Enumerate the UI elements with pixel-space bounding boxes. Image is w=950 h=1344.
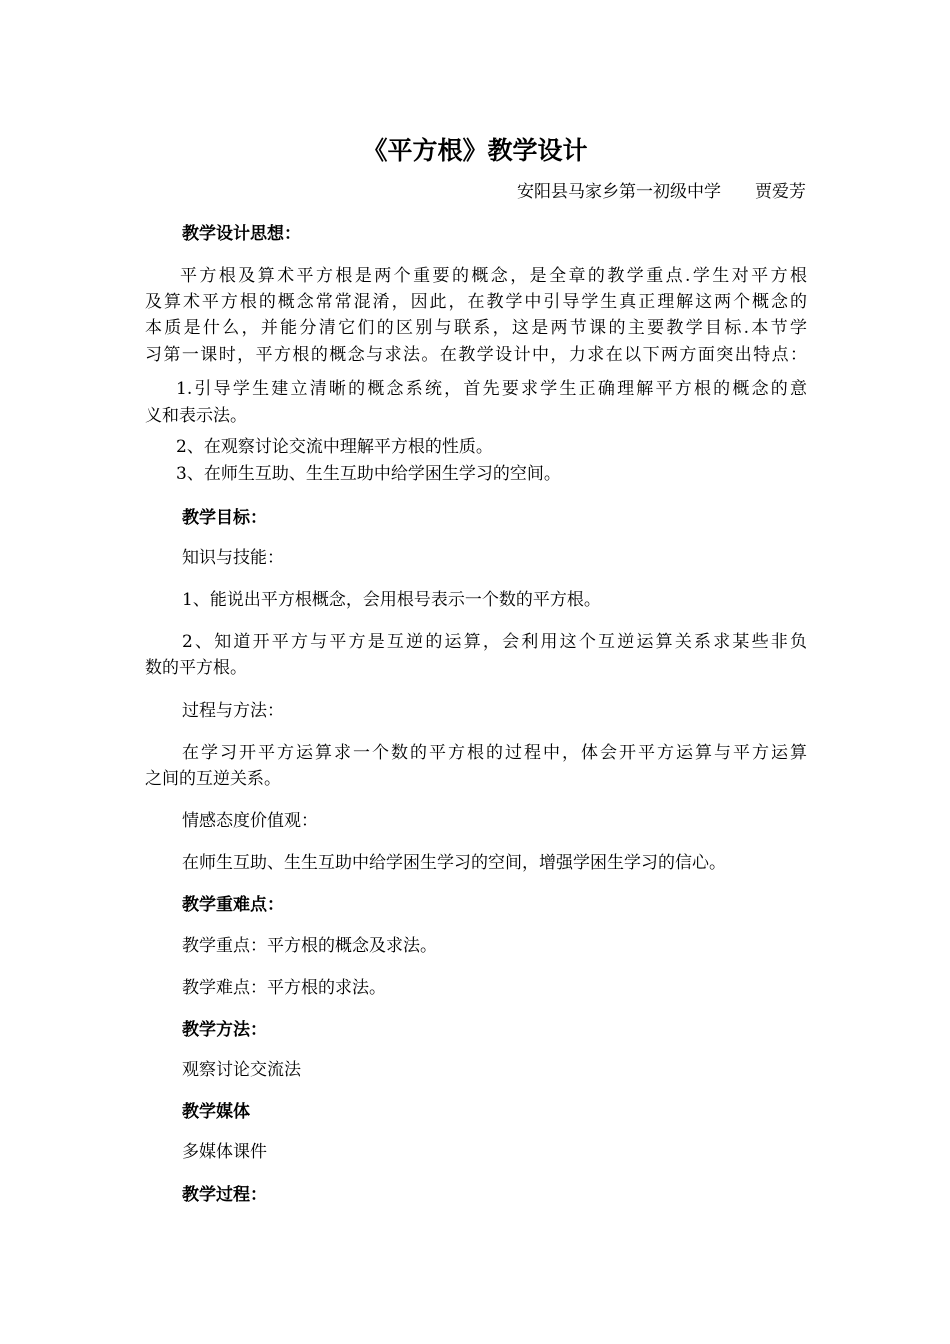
knowledge-heading: 知识与技能： <box>182 548 284 568</box>
process-heading: 教学过程： <box>182 1185 267 1205</box>
paragraph-line: 及算术平方根的概念常常混淆，因此，在教学中引导学生真正理解这两个概念的 <box>145 292 807 312</box>
media-heading: 教学媒体 <box>182 1102 250 1122</box>
key-points-heading: 教学重难点： <box>182 895 284 915</box>
paragraph-line: 本质是什么，并能分清它们的区别与联系，这是两节课的主要教学目标.本节学 <box>145 318 807 338</box>
emotion-heading: 情感态度价值观： <box>182 811 318 831</box>
media-text: 多媒体课件 <box>182 1142 267 1162</box>
knowledge-item: 1、能说出平方根概念，会用根号表示一个数的平方根。 <box>182 590 601 610</box>
knowledge-item-cont: 数的平方根。 <box>145 658 247 678</box>
author-line: 安阳县马家乡第一初级中学 贾爱芳 <box>517 182 806 202</box>
paragraph-line: 平方根及算术平方根是两个重要的概念，是全章的教学重点.学生对平方根 <box>180 266 807 286</box>
design-thought-heading: 教学设计思想： <box>182 224 301 244</box>
method-heading: 教学方法： <box>182 1020 267 1040</box>
process-method-text-cont: 之间的互逆关系。 <box>145 769 281 789</box>
knowledge-item: 2、知道开平方与平方是互逆的运算，会利用这个互逆运算关系求某些非负 <box>182 632 807 652</box>
paragraph-line: 1.引导学生建立清晰的概念系统，首先要求学生正确理解平方根的概念的意 <box>176 379 807 399</box>
document-title: 《平方根》教学设计 <box>362 136 588 165</box>
process-method-text: 在学习开平方运算求一个数的平方根的过程中，体会开平方运算与平方运算 <box>182 743 807 763</box>
difficult-point-text: 教学难点：平方根的求法。 <box>182 978 386 998</box>
paragraph-line: 2、在观察讨论交流中理解平方根的性质。 <box>176 437 493 457</box>
paragraph-line: 习第一课时，平方根的概念与求法。在教学设计中，力求在以下两方面突出特点： <box>145 345 807 365</box>
goals-heading: 教学目标： <box>182 508 267 528</box>
method-text: 观察讨论交流法 <box>182 1060 301 1080</box>
paragraph-line: 3、在师生互助、生生互助中给学困生学习的空间。 <box>176 464 561 484</box>
key-point-text: 教学重点：平方根的概念及求法。 <box>182 936 437 956</box>
emotion-text: 在师生互助、生生互助中给学困生学习的空间，增强学困生学习的信心。 <box>182 853 726 873</box>
process-method-heading: 过程与方法： <box>182 701 284 721</box>
paragraph-line: 义和表示法。 <box>145 406 247 426</box>
